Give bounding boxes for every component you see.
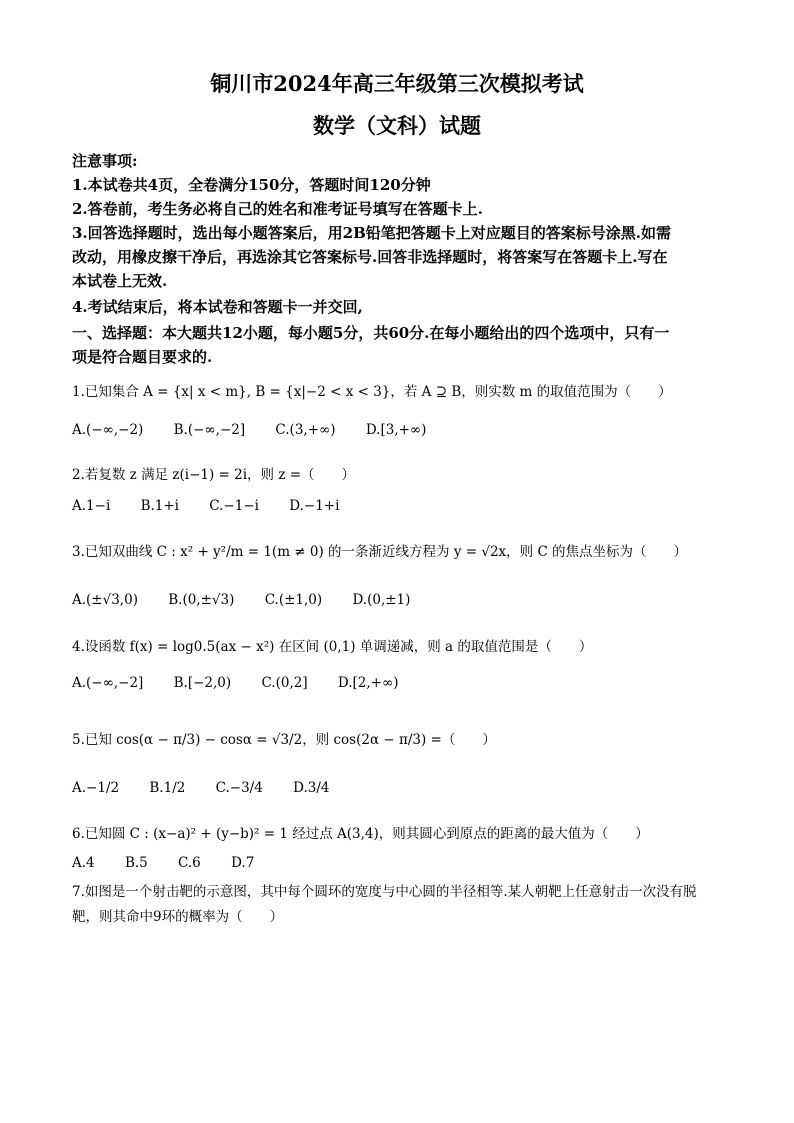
- question-3-option-a: A.(±√3,0): [72, 592, 138, 608]
- section-heading-line-2: 项是符合题目要求的.: [72, 348, 213, 366]
- question-5-option-c: C.−3/4: [215, 780, 263, 796]
- note-4: 4.考试结束后，将本试卷和答题卡一并交回,: [72, 298, 363, 316]
- question-6-option-c: C.6: [178, 855, 201, 871]
- question-1-option-a: A.(−∞,−2): [72, 422, 144, 438]
- question-1-option-b: B.(−∞,−2]: [173, 422, 246, 438]
- question-5-option-a: A.−1/2: [72, 780, 120, 796]
- question-2-options: [72, 498, 365, 514]
- question-1-options: [72, 422, 452, 438]
- exam-subtitle: 数学（文科）试题: [313, 113, 481, 138]
- note-3-line-1: 3.回答选择题时，选出每小题答案后，用2B铅笔把答题卡上对应题目的答案标号涂黑.如需: [72, 224, 672, 242]
- question-4-option-a: A.(−∞,−2]: [72, 675, 144, 691]
- question-4-option-b: B.[−2,0): [173, 675, 232, 691]
- note-2: 2.答卷前，考生务必将自己的姓名和准考证号填写在答题卡上.: [72, 200, 483, 218]
- question-2-stem: 2.若复数 z 满足 z(i−1) = 2i，则 z =（ ）: [72, 467, 356, 483]
- question-4-options: [72, 675, 425, 691]
- question-3-option-c: C.(±1,0): [264, 592, 323, 608]
- note-3-line-3: 本试卷上无效.: [72, 272, 168, 290]
- question-4-option-d: D.[2,+∞): [337, 675, 399, 691]
- question-6-option-b: B.5: [124, 855, 148, 871]
- question-3-option-b: B.(0,±√3): [168, 592, 235, 608]
- question-7-line-1: 7.如图是一个射击靶的示意图，其中每个圆环的宽度与中心圆的半径相等.某人朝靶上任意射击一次没有脱: [72, 884, 697, 900]
- question-5-options: [72, 780, 356, 796]
- question-3-options: [72, 592, 436, 608]
- question-6-option-a: A.4: [72, 855, 95, 871]
- question-1-option-d: D.[3,+∞): [365, 422, 427, 438]
- question-4-stem: 4.设函数 f(x) = log0.5(ax − x²) 在区间 (0,1) 单调递减，则 a 的取值范围是（ ）: [72, 639, 593, 655]
- note-1: 1.本试卷共4页，全卷满分150分，答题时间120分钟: [72, 176, 431, 194]
- question-2-option-d: D.−1+i: [289, 498, 340, 514]
- question-2-option-a: A.1−i: [72, 498, 111, 514]
- question-7-line-2: 靶，则其命中9环的概率为（ ）: [72, 909, 284, 925]
- question-2-option-c: C.−1−i: [209, 498, 259, 514]
- question-3-stem: 3.已知双曲线 C : x² + y²/m = 1(m ≠ 0) 的一条渐近线方程为 y = √2x，则 C 的焦点坐标为（ ）: [72, 544, 688, 560]
- question-5-stem: 5.已知 cos(α − π/3) − cosα = √3/2，则 cos(2α − π/3) =（ ）: [72, 732, 496, 748]
- question-3-option-d: D.(0,±1): [352, 592, 411, 608]
- question-6-options: [72, 855, 280, 871]
- exam-title: 铜川市2024年高三年级第三次模拟考试: [210, 71, 584, 96]
- question-1-stem: 1.已知集合 A = {x| x < m}, B = {x|−2 < x < 3}，若 A ⊇ B，则实数 m 的取值范围为（ ）: [72, 384, 672, 400]
- question-6-stem: 6.已知圆 C : (x−a)² + (y−b)² = 1 经过点 A(3,4)，则其圆心到原点的距离的最大值为（ ）: [72, 826, 649, 842]
- question-6-option-d: D.7: [231, 855, 255, 871]
- question-2-option-b: B.1+i: [140, 498, 179, 514]
- question-4-option-c: C.(0,2]: [261, 675, 308, 691]
- section-heading-line-1: 一、选择题：本大题共12小题，每小题5分，共60分.在每小题给出的四个选项中，只有一: [72, 324, 670, 342]
- notes-heading: 注意事项:: [72, 152, 138, 170]
- question-5-option-d: D.3/4: [293, 780, 330, 796]
- question-1-option-c: C.(3,+∞): [275, 422, 336, 438]
- question-5-option-b: B.1/2: [149, 780, 186, 796]
- note-3-line-2: 改动，用橡皮擦干净后，再选涂其它答案标号.回答非选择题时，将答案写在答题卡上.写在: [72, 248, 668, 266]
